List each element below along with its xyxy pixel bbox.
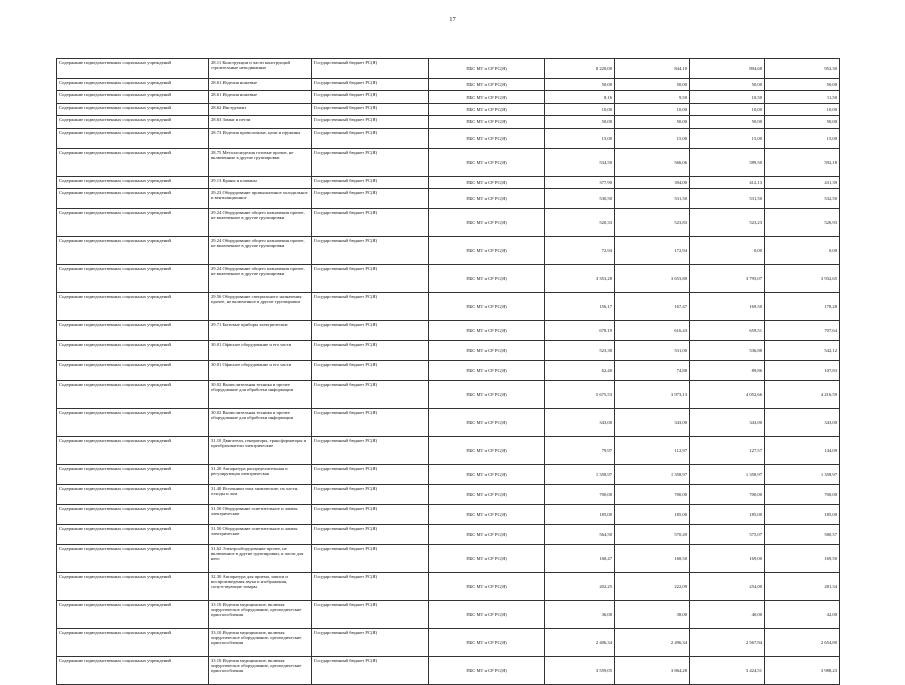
cell-basis: ПБС МТ и СР РС(Я) xyxy=(429,544,545,572)
cell-value-4: 4 216,59 xyxy=(765,380,840,408)
cell-value-3: 254,00 xyxy=(690,572,765,600)
cell-basis: ПБС МТ и СР РС(Я) xyxy=(429,208,545,236)
cell-value-4: 707,64 xyxy=(765,320,840,340)
cell-value-4: 107,83 xyxy=(765,360,840,380)
cell-value-2: 3 973,13 xyxy=(615,380,690,408)
cell-value-4: 580,57 xyxy=(765,524,840,544)
cell-basis: ПБС МТ и СР РС(Я) xyxy=(429,79,545,91)
table-row xyxy=(57,264,840,292)
cell-item: 31.20 Аппаратура распределительная и регулирующая электрическая xyxy=(209,464,312,484)
table-row xyxy=(57,236,840,264)
cell-funding-source: Государственный бюджет РС(Я) xyxy=(312,91,429,103)
cell-basis: ПБС МТ и СР РС(Я) xyxy=(429,320,545,340)
table-body xyxy=(57,59,840,685)
cell-value-4: 1 358,97 xyxy=(765,464,840,484)
cell-basis: ПБС МТ и СР РС(Я) xyxy=(429,524,545,544)
cell-item: 28.11 Конструкции и части конструкций строительные неподвижные xyxy=(209,59,312,79)
cell-value-3: 700,00 xyxy=(690,484,765,504)
table-row xyxy=(57,176,840,188)
cell-value-2: 523,83 xyxy=(615,208,690,236)
cell-value-2: 15,00 xyxy=(615,128,690,148)
cell-basis: ПБС МТ и СР РС(Я) xyxy=(429,628,545,656)
cell-value-3: 412,13 xyxy=(690,176,765,188)
table-row xyxy=(57,59,840,79)
cell-value-1: 377,90 xyxy=(545,176,615,188)
cell-basis: ПБС МТ и СР РС(Я) xyxy=(429,360,545,380)
cell-value-1: 343,00 xyxy=(545,408,615,436)
cell-basis: ПБС МТ и СР РС(Я) xyxy=(429,103,545,115)
table-row xyxy=(57,380,840,408)
cell-value-3: 40,00 xyxy=(690,600,765,628)
cell-funding-source: Государственный бюджет РС(Я) xyxy=(312,188,429,208)
cell-purpose: Содержание подведомственных социальных учреждений xyxy=(57,188,209,208)
cell-purpose: Содержание подведомственных социальных учреждений xyxy=(57,340,209,360)
cell-basis: ПБС МТ и СР РС(Я) xyxy=(429,91,545,103)
cell-purpose: Содержание подведомственных социальных учреждений xyxy=(57,264,209,292)
cell-value-1: 5 675,53 xyxy=(545,380,615,408)
cell-value-3: 1 358,97 xyxy=(690,464,765,484)
cell-purpose: Содержание подведомственных социальных учреждений xyxy=(57,504,209,524)
cell-value-2: 222,09 xyxy=(615,572,690,600)
cell-basis: ПБС МТ и СР РС(Я) xyxy=(429,464,545,484)
cell-item: 33.10 Изделия медицинские, включая хирургическое оборудование, ортопедические приспособления xyxy=(209,600,312,628)
cell-purpose: Содержание подведомственных социальных учреждений xyxy=(57,116,209,128)
cell-funding-source: Государственный бюджет РС(Я) xyxy=(312,79,429,91)
cell-value-4: 2 654,80 xyxy=(765,628,840,656)
cell-funding-source: Государственный бюджет РС(Я) xyxy=(312,208,429,236)
cell-value-4: 15,00 xyxy=(765,128,840,148)
cell-purpose: Содержание подведомственных социальных учреждений xyxy=(57,148,209,176)
cell-funding-source: Государственный бюджет РС(Я) xyxy=(312,292,429,320)
cell-basis: ПБС МТ и СР РС(Я) xyxy=(429,264,545,292)
cell-value-4: 178,28 xyxy=(765,292,840,320)
cell-item: 28.61 Изделия ножевые xyxy=(209,91,312,103)
cell-value-1: 3 353,28 xyxy=(545,264,615,292)
cell-funding-source: Государственный бюджет РС(Я) xyxy=(312,504,429,524)
cell-value-3: 2 567,94 xyxy=(690,628,765,656)
cell-purpose: Содержание подведомственных социальных учреждений xyxy=(57,524,209,544)
cell-funding-source: Государственный бюджет РС(Я) xyxy=(312,236,429,264)
cell-basis: ПБС МТ и СР РС(Я) xyxy=(429,572,545,600)
cell-item: 32.30 Аппаратура для приема, записи и воспроизведения звука и изображения, сопутствующие товары xyxy=(209,572,312,600)
cell-value-4: 281,34 xyxy=(765,572,840,600)
cell-purpose: Содержание подведомственных социальных учреждений xyxy=(57,103,209,115)
cell-value-3: 575,07 xyxy=(690,524,765,544)
cell-value-1: 202,25 xyxy=(545,572,615,600)
cell-value-2: 172,94 xyxy=(615,236,690,264)
cell-value-2: 700,00 xyxy=(615,484,690,504)
table-row xyxy=(57,484,840,504)
cell-basis: ПБС МТ и СР РС(Я) xyxy=(429,148,545,176)
table-row xyxy=(57,91,840,103)
cell-basis: ПБС МТ и СР РС(Я) xyxy=(429,484,545,504)
cell-value-1: 168,47 xyxy=(545,544,615,572)
cell-value-1: 678,19 xyxy=(545,320,615,340)
cell-value-3: 536,88 xyxy=(690,340,765,360)
cell-value-2: 168,50 xyxy=(615,544,690,572)
cell-value-4: 952,30 xyxy=(765,59,840,79)
cell-value-4: 185,00 xyxy=(765,504,840,524)
table-row xyxy=(57,128,840,148)
cell-basis: ПБС МТ и СР РС(Я) xyxy=(429,188,545,208)
cell-value-4: 526,93 xyxy=(765,208,840,236)
cell-value-3: 185,00 xyxy=(690,504,765,524)
cell-value-1: 185,00 xyxy=(545,504,615,524)
cell-value-1: 3 559,05 xyxy=(545,656,615,684)
table-row xyxy=(57,360,840,380)
cell-item: 28.62 Инструмент xyxy=(209,103,312,115)
cell-value-2: 343,00 xyxy=(615,408,690,436)
table-row xyxy=(57,408,840,436)
cell-basis: ПБС МТ и СР РС(Я) xyxy=(429,128,545,148)
cell-value-4: 10,00 xyxy=(765,103,840,115)
cell-value-3: 3 795,07 xyxy=(690,264,765,292)
cell-value-3: 50,00 xyxy=(690,116,765,128)
cell-value-3: 523,23 xyxy=(690,208,765,236)
cell-value-3: 343,00 xyxy=(690,408,765,436)
table-row xyxy=(57,148,840,176)
cell-value-2: 3 864,28 xyxy=(615,656,690,684)
cell-value-3: 3 424,51 xyxy=(690,656,765,684)
cell-purpose: Содержание подведомственных социальных учреждений xyxy=(57,380,209,408)
table-row xyxy=(57,600,840,628)
cell-funding-source: Государственный бюджет РС(Я) xyxy=(312,103,429,115)
table-row xyxy=(57,524,840,544)
cell-purpose: Содержание подведомственных социальных учреждений xyxy=(57,79,209,91)
cell-funding-source: Государственный бюджет РС(Я) xyxy=(312,484,429,504)
page-number: 17 xyxy=(449,16,456,23)
cell-purpose: Содержание подведомственных социальных учреждений xyxy=(57,628,209,656)
cell-value-3: 89,86 xyxy=(690,360,765,380)
cell-purpose: Содержание подведомственных социальных учреждений xyxy=(57,544,209,572)
cell-purpose: Содержание подведомственных социальных учреждений xyxy=(57,320,209,340)
cell-value-4: 532,50 xyxy=(765,188,840,208)
cell-value-2: 38,00 xyxy=(615,600,690,628)
cell-value-2: 1 358,97 xyxy=(615,464,690,484)
cell-purpose: Содержание подведомственных социальных учреждений xyxy=(57,360,209,380)
budget-table xyxy=(56,58,840,685)
cell-funding-source: Государственный бюджет РС(Я) xyxy=(312,116,429,128)
cell-basis: ПБС МТ и СР РС(Я) xyxy=(429,176,545,188)
cell-item: 31.62 Электрооборудование прочее, не включенное в другие группировки, и части для него xyxy=(209,544,312,572)
cell-value-2: 566,06 xyxy=(615,148,690,176)
cell-funding-source: Государственный бюджет РС(Я) xyxy=(312,544,429,572)
table-row xyxy=(57,464,840,484)
cell-funding-source: Государственный бюджет РС(Я) xyxy=(312,148,429,176)
cell-value-2: 531,50 xyxy=(615,188,690,208)
cell-item: 31.50 Оборудование осветительное и лампы электрические xyxy=(209,504,312,524)
cell-value-1: 2 406,34 xyxy=(545,628,615,656)
cell-basis: ПБС МТ и СР РС(Я) xyxy=(429,59,545,79)
cell-value-1: 564,50 xyxy=(545,524,615,544)
table-row xyxy=(57,436,840,464)
cell-basis: ПБС МТ и СР РС(Я) xyxy=(429,656,545,684)
cell-funding-source: Государственный бюджет РС(Я) xyxy=(312,128,429,148)
cell-funding-source: Государственный бюджет РС(Я) xyxy=(312,264,429,292)
table-row xyxy=(57,572,840,600)
cell-funding-source: Государственный бюджет РС(Я) xyxy=(312,572,429,600)
cell-value-4: 431,39 xyxy=(765,176,840,188)
cell-value-3: 0,00 xyxy=(690,236,765,264)
cell-funding-source: Государственный бюджет РС(Я) xyxy=(312,408,429,436)
cell-value-4: 50,00 xyxy=(765,116,840,128)
cell-basis: ПБС МТ и СР РС(Я) xyxy=(429,292,545,320)
cell-purpose: Содержание подведомственных социальных учреждений xyxy=(57,236,209,264)
table-row xyxy=(57,656,840,684)
cell-funding-source: Государственный бюджет РС(Я) xyxy=(312,436,429,464)
cell-basis: ПБС МТ и СР РС(Я) xyxy=(429,504,545,524)
cell-item: 30.02 Вычислительная техника и прочее оборудование для обработки информации xyxy=(209,380,312,408)
cell-funding-source: Государственный бюджет РС(Я) xyxy=(312,600,429,628)
cell-value-1: 700,00 xyxy=(545,484,615,504)
cell-purpose: Содержание подведомственных социальных учреждений xyxy=(57,600,209,628)
cell-value-1: 36,00 xyxy=(545,600,615,628)
cell-value-4: 3 988,23 xyxy=(765,656,840,684)
cell-value-3: 659,51 xyxy=(690,320,765,340)
cell-value-4: 50,00 xyxy=(765,79,840,91)
cell-value-1: 520,33 xyxy=(545,208,615,236)
table-row xyxy=(57,292,840,320)
cell-basis: ПБС МТ и СР РС(Я) xyxy=(429,340,545,360)
cell-item: 33.10 Изделия медицинские, включая хирургическое оборудование, ортопедические приспособления xyxy=(209,656,312,684)
cell-funding-source: Государственный бюджет РС(Я) xyxy=(312,628,429,656)
cell-value-1: 523,38 xyxy=(545,340,615,360)
cell-value-1: 156,17 xyxy=(545,292,615,320)
cell-value-1: 79,97 xyxy=(545,436,615,464)
cell-value-1: 62,40 xyxy=(545,360,615,380)
cell-item: 31.50 Оборудование осветительное и лампы электрические xyxy=(209,524,312,544)
table-row xyxy=(57,103,840,115)
cell-purpose: Содержание подведомственных социальных учреждений xyxy=(57,408,209,436)
cell-value-3: 589,50 xyxy=(690,148,765,176)
cell-value-3: 894,68 xyxy=(690,59,765,79)
cell-item: 29.13 Краны и клапаны xyxy=(209,176,312,188)
cell-item: 29.24 Оборудование общего назначения прочее, не включенное в другие группировки xyxy=(209,208,312,236)
cell-basis: ПБС МТ и СР РС(Я) xyxy=(429,380,545,408)
cell-purpose: Содержание подведомственных социальных учреждений xyxy=(57,436,209,464)
cell-funding-source: Государственный бюджет РС(Я) xyxy=(312,524,429,544)
cell-purpose: Содержание подведомственных социальных учреждений xyxy=(57,208,209,236)
cell-basis: ПБС МТ и СР РС(Я) xyxy=(429,116,545,128)
cell-value-2: 3 653,80 xyxy=(615,264,690,292)
cell-value-2: 50,00 xyxy=(615,116,690,128)
cell-value-2: 570,49 xyxy=(615,524,690,544)
cell-value-2: 394,00 xyxy=(615,176,690,188)
cell-value-2: 112,97 xyxy=(615,436,690,464)
cell-item: 29.23 Оборудование промышленное холодильное и вентиляционное xyxy=(209,188,312,208)
cell-purpose: Содержание подведомственных социальных учреждений xyxy=(57,464,209,484)
cell-value-1: 50,00 xyxy=(545,116,615,128)
cell-purpose: Содержание подведомственных социальных учреждений xyxy=(57,59,209,79)
cell-value-1: 1 358,97 xyxy=(545,464,615,484)
cell-value-2: 531,00 xyxy=(615,340,690,360)
cell-value-4: 542,12 xyxy=(765,340,840,360)
cell-purpose: Содержание подведомственных социальных учреждений xyxy=(57,572,209,600)
cell-funding-source: Государственный бюджет РС(Я) xyxy=(312,340,429,360)
cell-value-2: 844,10 xyxy=(615,59,690,79)
cell-item: 28.63 Замки и петли xyxy=(209,116,312,128)
cell-value-4: 169,50 xyxy=(765,544,840,572)
table-row xyxy=(57,340,840,360)
cell-item: 29.24 Оборудование общего назначения прочее, не включенное в другие группировки xyxy=(209,264,312,292)
cell-item: 30.02 Вычислительная техника и прочее оборудование для обработки информации xyxy=(209,408,312,436)
cell-value-2: 185,00 xyxy=(615,504,690,524)
cell-value-4: 343,00 xyxy=(765,408,840,436)
cell-item: 29.71 Бытовые приборы электрические xyxy=(209,320,312,340)
cell-value-1: 8,16 xyxy=(545,91,615,103)
cell-value-4: 700,00 xyxy=(765,484,840,504)
cell-purpose: Содержание подведомственных социальных учреждений xyxy=(57,128,209,148)
cell-value-2: 50,00 xyxy=(615,79,690,91)
cell-funding-source: Государственный бюджет РС(Я) xyxy=(312,464,429,484)
cell-item: 29.56 Оборудование специального назначения прочее, не включенное в другие группировки xyxy=(209,292,312,320)
cell-item: 31.10 Двигатели, генераторы, трансформаторы и преобразователи электрические xyxy=(209,436,312,464)
cell-funding-source: Государственный бюджет РС(Я) xyxy=(312,380,429,408)
table-row xyxy=(57,504,840,524)
cell-value-3: 4 052,66 xyxy=(690,380,765,408)
cell-item: 28.61 Изделия ножевые xyxy=(209,79,312,91)
cell-purpose: Содержание подведомственных социальных учреждений xyxy=(57,484,209,504)
cell-purpose: Содержание подведомственных социальных учреждений xyxy=(57,176,209,188)
table-row xyxy=(57,628,840,656)
cell-item: 28.75 Металлоизделия готовые прочие, не включенные в другие группировки xyxy=(209,148,312,176)
table-row xyxy=(57,188,840,208)
cell-funding-source: Государственный бюджет РС(Я) xyxy=(312,360,429,380)
cell-value-2: 167,47 xyxy=(615,292,690,320)
cell-value-1: 50,00 xyxy=(545,79,615,91)
cell-basis: ПБС МТ и СР РС(Я) xyxy=(429,236,545,264)
cell-purpose: Содержание подведомственных социальных учреждений xyxy=(57,656,209,684)
cell-value-1: 534,50 xyxy=(545,148,615,176)
cell-value-4: 42,00 xyxy=(765,600,840,628)
cell-item: 33.10 Изделия медицинские, включая хирургическое оборудование, ортопедические приспособления xyxy=(209,628,312,656)
cell-item: 30.01 Офисное оборудование и его части xyxy=(209,360,312,380)
table-row xyxy=(57,208,840,236)
cell-basis: ПБС МТ и СР РС(Я) xyxy=(429,436,545,464)
cell-value-3: 127,57 xyxy=(690,436,765,464)
cell-basis: ПБС МТ и СР РС(Я) xyxy=(429,600,545,628)
cell-value-4: 144,09 xyxy=(765,436,840,464)
cell-value-3: 169,00 xyxy=(690,544,765,572)
cell-value-1: 10,00 xyxy=(545,103,615,115)
cell-value-1: 530,50 xyxy=(545,188,615,208)
cell-value-2: 10,00 xyxy=(615,103,690,115)
cell-funding-source: Государственный бюджет РС(Я) xyxy=(312,320,429,340)
cell-funding-source: Государственный бюджет РС(Я) xyxy=(312,656,429,684)
cell-funding-source: Государственный бюджет РС(Я) xyxy=(312,176,429,188)
cell-value-4: 11,50 xyxy=(765,91,840,103)
table-row xyxy=(57,116,840,128)
cell-item: 30.01 Офисное оборудование и его части xyxy=(209,340,312,360)
cell-value-3: 15,00 xyxy=(690,128,765,148)
cell-value-3: 10,50 xyxy=(690,91,765,103)
cell-funding-source: Государственный бюджет РС(Я) xyxy=(312,59,429,79)
cell-basis: ПБС МТ и СР РС(Я) xyxy=(429,408,545,436)
cell-value-3: 10,00 xyxy=(690,103,765,115)
cell-value-2: 616,43 xyxy=(615,320,690,340)
cell-item: 31.40 Источники тока химические, их части, отходы и лом xyxy=(209,484,312,504)
cell-value-2: 74,88 xyxy=(615,360,690,380)
cell-purpose: Содержание подведомственных социальных учреждений xyxy=(57,292,209,320)
table-row xyxy=(57,320,840,340)
cell-value-2: 9,50 xyxy=(615,91,690,103)
cell-value-1: 72,94 xyxy=(545,236,615,264)
cell-purpose: Содержание подведомственных социальных учреждений xyxy=(57,91,209,103)
cell-value-4: 3 932,65 xyxy=(765,264,840,292)
cell-value-1: 8 220,00 xyxy=(545,59,615,79)
cell-value-4: 0,00 xyxy=(765,236,840,264)
cell-value-3: 50,00 xyxy=(690,79,765,91)
cell-item: 28.73 Изделия проволочные, цепи и пружины xyxy=(209,128,312,148)
cell-value-3: 531,50 xyxy=(690,188,765,208)
cell-item: 29.24 Оборудование общего назначения прочее, не включенное в другие группировки xyxy=(209,236,312,264)
cell-value-1: 15,00 xyxy=(545,128,615,148)
cell-value-3: 169,50 xyxy=(690,292,765,320)
cell-value-2: 2 496,34 xyxy=(615,628,690,656)
table-row xyxy=(57,544,840,572)
cell-value-4: 592,18 xyxy=(765,148,840,176)
table-row xyxy=(57,79,840,91)
